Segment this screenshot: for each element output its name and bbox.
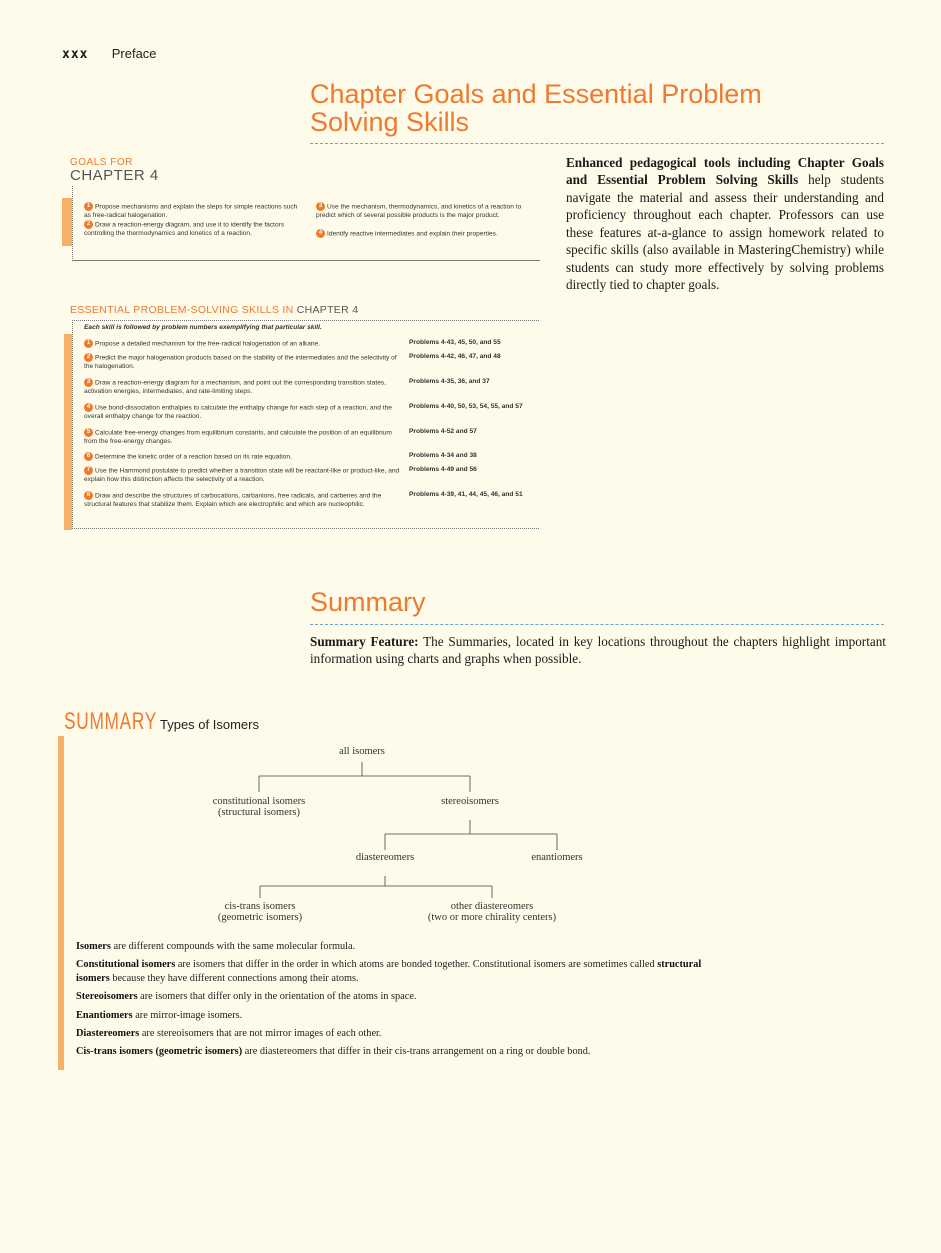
skill-problems: Problems 4-35, 36, and 37: [409, 378, 490, 385]
summary-heading: Summary: [310, 587, 426, 617]
definition-text: because they have different connections among their atoms.: [109, 972, 359, 984]
skill-problems: Problems 4-52 and 57: [409, 428, 477, 435]
definition-item: [76, 958, 726, 985]
goal-text: Draw a reaction-energy diagram, and use it to identify the factors controlling the thermodynamics and kinetics of a reaction.: [84, 221, 285, 237]
goal-number-icon: 3: [316, 202, 325, 211]
heading-rule: [310, 143, 884, 144]
running-head: [62, 46, 157, 62]
skills-intro: Each skill is followed by problem numbers exemplifying that particular skill.: [84, 324, 322, 331]
skill-problems: Problems 4-39, 41, 44, 45, 46, and 51: [409, 491, 523, 498]
definition-term: Constitutional isomers: [76, 959, 176, 971]
definition-text: are mirror-image isomers.: [132, 1009, 243, 1021]
definition-item: [76, 1045, 726, 1058]
skill-text: Calculate free-energy changes from equilibrium constants, and calculate the position of an equilibrium from the free-energy changes.: [84, 429, 392, 445]
cis-trans-line2: (geometric isomers): [217, 912, 303, 923]
skills-accent-bar: [64, 334, 72, 530]
goal-text: Propose mechanisms and explain the steps for simple reactions such as free-radical halogenation.: [84, 203, 298, 219]
skill-problems: Problems 4-34 and 38: [409, 452, 477, 459]
goals-tag-line1: GOALS FOR: [70, 157, 133, 168]
skill-text: Draw a reaction-energy diagram for a mechanism, and point out the corresponding transition states, activation energies, intermediates, and rate-limiting steps.: [84, 379, 387, 395]
heading-line-2: Solving Skills: [310, 107, 470, 138]
goal-number-icon: 2: [84, 220, 93, 229]
skills-tag-b: IN: [282, 304, 294, 316]
definition-item: [76, 940, 726, 953]
skill-text: Draw and describe the structures of carbocations, carbanions, free radicals, and carbenes and the structural features that stabilize them. Explain which are electrophilic and which are nucleophilic.: [84, 492, 382, 508]
heading-line-1: Chapter Goals and Essential Problem: [310, 79, 762, 109]
goal-text: Use the mechanism, thermodynamics, and kinetics of a reaction to predict which of several possible products is the major product.: [316, 203, 522, 219]
description-text: help students navigate the material and assess their understanding and proficiency throughout each chapter. Professors can use these features at-a-glance to assign homework related to specific skills (also available in MasteringChemistry) while students can study more effectively by solving problems directly tied to chapter goals.: [566, 172, 884, 292]
goal-item: [84, 220, 306, 238]
skill-problems: Problems 4-42, 46, 47, and 48: [409, 353, 501, 360]
goal-item: [84, 202, 306, 220]
skill-number-icon: 1: [84, 339, 93, 348]
tree-node-other-diastereomers: [397, 901, 587, 923]
definition-term: Stereoisomers: [76, 991, 138, 1003]
skill-number-icon: 6: [84, 452, 93, 461]
definition-text: are isomers that differ only in the orientation of the atoms in space.: [137, 991, 417, 1003]
constitutional-line2: (structural isomers): [218, 807, 300, 818]
chapter-goals-description: [566, 154, 884, 293]
tree-node-diastereomers: diastereomers: [355, 852, 415, 863]
skills-tag-a: ESSENTIAL PROBLEM-SOLVING SKILLS: [70, 304, 280, 316]
constitutional-line1: constitutional isomers: [212, 796, 306, 807]
tree-node-constitutional: [179, 796, 339, 818]
goals-tag-line2: CHAPTER 4: [70, 167, 159, 184]
definition-item: [76, 1027, 726, 1040]
goal-item: [316, 229, 538, 239]
definition-text: are different compounds with the same molecular formula.: [110, 941, 356, 952]
summary-feature-body: The Summaries, located in key locations throughout the chapters highlight important information using charts and graphs when possible.: [310, 634, 886, 667]
skill-text: Use bond-dissociation enthalpies to calculate the enthalpy change for each step of a reaction, and the overall enthalpy change for the reaction.: [84, 404, 392, 420]
summary-feature-label: Summary Feature:: [310, 634, 419, 649]
skill-text: Propose a detailed mechanism for the free-radical halogenation of an alkane.: [95, 340, 321, 348]
skill-number-icon: 2: [84, 353, 93, 362]
definition-text: are isomers that differ in the order in which atoms are bonded together. Constitutional isomers are sometimes called: [175, 959, 658, 971]
tree-node-stereoisomers: stereoisomers: [441, 796, 499, 807]
skills-box: [70, 304, 540, 534]
skill-problems: Problems 4-49 and 56: [409, 466, 477, 473]
skill-number-icon: 3: [84, 378, 93, 387]
skill-text: Determine the kinetic order of a reaction based on its rate equation.: [95, 453, 292, 461]
skill-problems: Problems 4-43, 45, 50, and 55: [409, 339, 501, 346]
tree-node-enantiomers: enantiomers: [531, 852, 583, 863]
chapter-goals-heading: [310, 80, 890, 137]
other-line2: (two or more chirality centers): [427, 912, 557, 923]
summary-feature-text: [310, 633, 886, 668]
skill-text: Use the Hammond postulate to predict whether a transition state will be reactant-like or product-like, and explain how this distinction affects the selectivity of a reaction.: [84, 467, 400, 483]
goal-number-icon: 1: [84, 202, 93, 211]
section-name: Preface: [111, 46, 157, 61]
definition-term: Cis-trans isomers (geometric isomers): [76, 1046, 243, 1058]
definition-text: are stereoisomers that are not mirror images of each other.: [139, 1027, 382, 1039]
description-bold: Enhanced pedagogical tools including Chapter Goals and Essential Problem Solving Skills: [566, 155, 884, 188]
definition-term: Diastereomers: [76, 1027, 140, 1039]
definitions-list: [76, 940, 726, 1064]
summary-tag: SUMMARY: [64, 708, 158, 735]
skill-number-icon: 4: [84, 403, 93, 412]
definition-term: Enantiomers: [76, 1009, 133, 1021]
definition-item: [76, 990, 726, 1003]
goal-item: [316, 202, 538, 220]
definition-item: [76, 1009, 726, 1022]
isomer-tree-lines: [62, 710, 722, 940]
tree-node-cis-trans: [195, 901, 325, 923]
skill-number-icon: 8: [84, 491, 93, 500]
skill-number-icon: 5: [84, 428, 93, 437]
summary-box: [62, 710, 722, 1072]
definition-term: Isomers: [76, 941, 111, 952]
page-number: xxx: [62, 47, 89, 62]
goal-text: Identify reactive intermediates and explain their properties.: [327, 230, 498, 238]
skill-problems: Problems 4-40, 50, 53, 54, 55, and 57: [409, 403, 523, 410]
goals-bottom-rule: [72, 260, 540, 261]
definition-text: are diastereomers that differ in their cis-trans arrangement on a ring or double bond.: [242, 1046, 591, 1058]
summary-rule: [310, 624, 884, 625]
tree-node-all-isomers: all isomers: [339, 746, 385, 757]
goals-box: [70, 158, 540, 270]
summary-title: Types of Isomers: [160, 717, 259, 732]
skill-number-icon: 7: [84, 466, 93, 475]
goals-accent-bar: [62, 198, 72, 246]
cis-trans-line1: cis-trans isomers: [224, 901, 296, 912]
other-line1: other diastereomers: [450, 901, 534, 912]
skills-tag-c: CHAPTER 4: [296, 304, 359, 316]
skills-tag: [70, 304, 540, 316]
definition-term: structural isomers: [76, 959, 702, 984]
goal-number-icon: 4: [316, 229, 325, 238]
skill-text: Predict the major halogenation products based on the stability of the intermediates and the selectivity of the halogenation.: [84, 354, 397, 370]
